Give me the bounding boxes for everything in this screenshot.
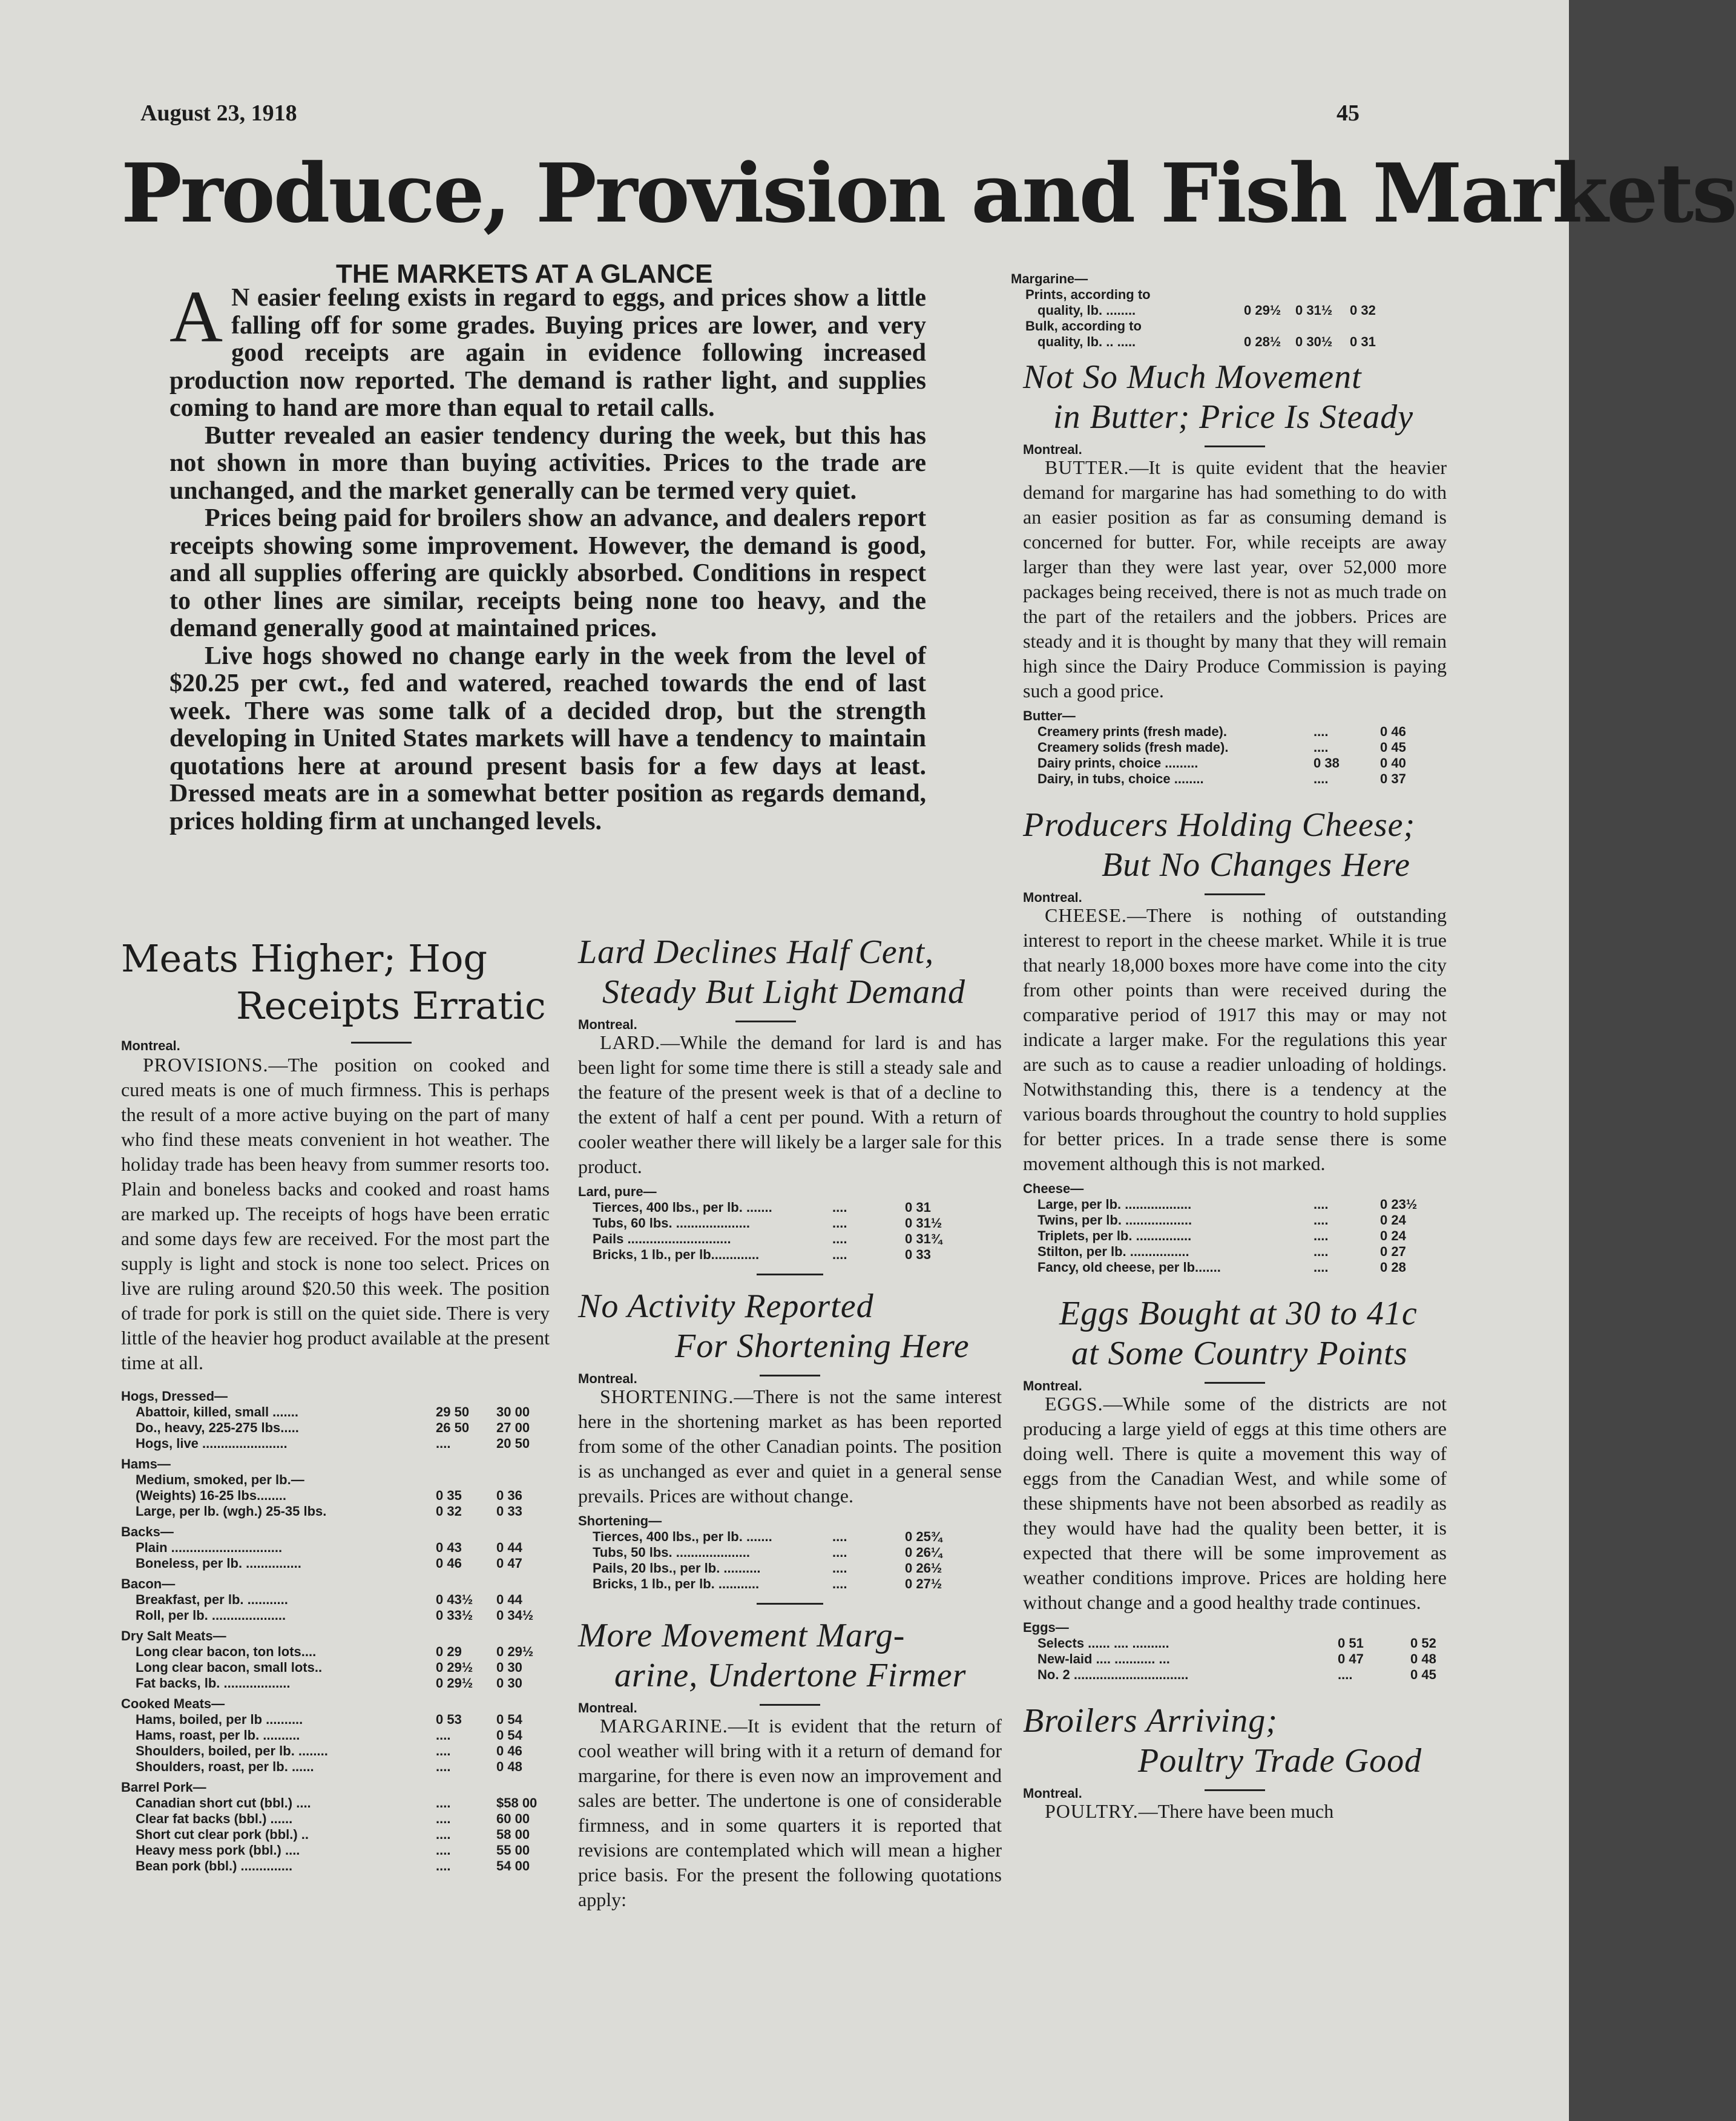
table-group-label: Butter— (1023, 708, 1076, 723)
broilers-headline: Broilers Arriving; Poultry Trade Good (1023, 1702, 1422, 1780)
page-number: 45 (1337, 100, 1360, 126)
price-high: 0 28 (1380, 1260, 1406, 1275)
dateline: Montreal. (121, 1033, 550, 1051)
row-label: Pails ............................ (593, 1231, 731, 1246)
margarine-table-continued (1011, 271, 1447, 350)
table-group (121, 1576, 550, 1623)
table-row (1023, 1197, 1447, 1212)
table-group-label: Cheese— (1023, 1181, 1084, 1196)
table-group-label: Hogs, Dressed— (121, 1389, 228, 1404)
price-high: 30 00 (496, 1404, 530, 1419)
table-row (121, 1811, 550, 1827)
price-low: .... (832, 1545, 847, 1560)
drop-cap: A (169, 276, 223, 358)
row-label: Triplets, per lb. ............... (1037, 1228, 1192, 1243)
eggs-headline: Eggs Bought at 30 to 41c at Some Country Points (1059, 1295, 1418, 1372)
table-group (578, 1184, 1002, 1263)
price-high: 0 54 (496, 1712, 522, 1727)
row-label: Hams, boiled, per lb .......... (136, 1712, 303, 1727)
table-row (121, 1488, 550, 1504)
price-low: .... (832, 1247, 847, 1262)
meats-article (121, 935, 550, 1874)
price-high: 0 31¾ (905, 1231, 942, 1246)
row-label: Creamery prints (fresh made). (1037, 724, 1227, 739)
price-table (1023, 1620, 1447, 1683)
table-group (121, 1696, 550, 1775)
price-low: .... (1314, 1197, 1329, 1212)
row-label: Pails, 20 lbs., per lb. .......... (593, 1560, 761, 1576)
row-label: Hams, roast, per lb. .......... (136, 1728, 300, 1743)
row-label: Dairy prints, choice ......... (1037, 755, 1198, 771)
row-label: quality, lb. .. ..... (1037, 334, 1136, 349)
table-row (121, 1728, 550, 1743)
page-title: Produce, Provision and Fish Markets (121, 145, 1736, 241)
article-body: EGGS.—While some of the districts are not producing a large yield of eggs at this time others are doing well. There is quite a movement this way of eggs from the Canadian West, and while some of these shipments have not been absorbed as readily as they would have had the quality been better, it is expected that there will be some improvement as weather conditions improve. Prices are holding here without change and a good healthy trade continues. (1023, 1393, 1447, 1613)
price-low: 0 29½ (436, 1660, 473, 1675)
price-low: 0 43½ (436, 1592, 473, 1607)
price-high: 0 46 (496, 1743, 522, 1758)
table-row (121, 1472, 550, 1488)
price-high: 0 34½ (496, 1608, 534, 1623)
price-low: 0 32 (436, 1504, 462, 1519)
table-group-label: Hams— (121, 1456, 171, 1472)
butter-headline: Not So Much Movement in Butter; Price Is Steady (1023, 358, 1414, 436)
price-high: $58 00 (496, 1795, 538, 1810)
cheese-headline: Producers Holding Cheese; But No Changes Here (1023, 806, 1416, 884)
price-low: 0 38 (1314, 755, 1340, 771)
table-row (1011, 334, 1447, 350)
price-low: .... (1314, 771, 1329, 786)
price-low: 0 46 (436, 1556, 462, 1571)
table-row (578, 1200, 1002, 1215)
price-value: 0 28½ (1244, 334, 1281, 349)
price-high: 0 37 (1380, 771, 1406, 786)
table-group-label: Shortening— (578, 1513, 662, 1528)
row-label: Bulk, according to (1025, 318, 1142, 334)
table-row (1011, 287, 1447, 303)
table-row (578, 1560, 1002, 1576)
price-high: 0 30 (496, 1675, 522, 1691)
price-high: 20 50 (496, 1436, 530, 1451)
table-row (121, 1660, 550, 1675)
table-row (578, 1231, 1002, 1247)
row-label: Canadian short cut (bbl.) .... (136, 1795, 311, 1810)
table-group-label: Dry Salt Meats— (121, 1628, 226, 1643)
price-high: 27 00 (496, 1420, 530, 1435)
price-low: 29 50 (436, 1404, 470, 1419)
row-label: Do., heavy, 225-275 lbs..... (136, 1420, 299, 1435)
margarine-headline: More Movement Marg- arine, Undertone Firmer (578, 1617, 967, 1694)
price-high: 0 52 (1410, 1636, 1436, 1651)
price-high: 0 27½ (905, 1576, 942, 1591)
price-high: 0 26¼ (905, 1545, 942, 1560)
price-low: 26 50 (436, 1420, 470, 1435)
price-low: .... (436, 1843, 451, 1858)
price-high: 0 45 (1380, 740, 1406, 755)
price-high: 0 48 (496, 1759, 522, 1774)
row-label: Long clear bacon, ton lots.... (136, 1644, 317, 1659)
price-value: 0 29½ (1244, 303, 1281, 318)
price-high: 58 00 (496, 1827, 530, 1842)
row-label: Selects ...... .... .......... (1037, 1636, 1169, 1651)
glance-heading: THE MARKETS AT A GLANCE (336, 259, 713, 289)
row-label: Dairy, in tubs, choice ........ (1037, 771, 1204, 786)
table-row (121, 1843, 550, 1858)
table-row (121, 1420, 550, 1436)
table-row (1023, 1244, 1447, 1260)
row-label: Fancy, old cheese, per lb....... (1037, 1260, 1221, 1275)
table-row (121, 1675, 550, 1691)
price-low: .... (832, 1231, 847, 1246)
price-value: 0 32 (1350, 303, 1376, 318)
price-value: 0 30½ (1295, 334, 1333, 349)
price-high: 60 00 (496, 1811, 530, 1826)
row-label: Shoulders, roast, per lb. ...... (136, 1759, 314, 1774)
meats-headline: Meats Higher; Hog Receipts Erratic (121, 936, 546, 1028)
table-row (1023, 1651, 1447, 1667)
dateline: Montreal. (1023, 1373, 1447, 1392)
price-high: 0 23½ (1380, 1197, 1418, 1212)
table-row (1023, 755, 1447, 771)
price-low: .... (436, 1827, 451, 1842)
row-label: quality, lb. ........ (1037, 303, 1136, 318)
price-low: .... (1314, 1260, 1329, 1275)
row-label: Roll, per lb. .................... (136, 1608, 286, 1623)
dateline: Montreal. (1023, 1781, 1447, 1799)
table-row (121, 1540, 550, 1556)
table-group (1023, 708, 1447, 787)
price-high: 0 33 (905, 1247, 931, 1262)
price-table (578, 1184, 1002, 1263)
price-low: 0 51 (1338, 1636, 1364, 1651)
price-low: 0 47 (1338, 1651, 1364, 1666)
table-row (1023, 1667, 1447, 1683)
price-high: 0 25¾ (905, 1529, 942, 1544)
row-label: Plain .............................. (136, 1540, 283, 1555)
table-row (578, 1545, 1002, 1560)
price-low: .... (1314, 1244, 1329, 1259)
row-label: Bricks, 1 lb., per lb............. (593, 1247, 760, 1262)
table-row (578, 1529, 1002, 1545)
dateline: Montreal. (1023, 437, 1447, 455)
table-row (1023, 1636, 1447, 1651)
table-group-label: Bacon— (121, 1576, 176, 1591)
row-label: Large, per lb. .................. (1037, 1197, 1192, 1212)
table-group (121, 1456, 550, 1519)
price-high: 0 46 (1380, 724, 1406, 739)
price-high: 0 26½ (905, 1560, 942, 1576)
glance-summary (169, 276, 926, 835)
row-label: Clear fat backs (bbl.) ...... (136, 1811, 293, 1826)
table-row (121, 1608, 550, 1623)
table-row (1011, 303, 1447, 318)
price-high: 0 27 (1380, 1244, 1406, 1259)
table-group-label: Backs— (121, 1524, 174, 1539)
row-label: Shoulders, boiled, per lb. ........ (136, 1743, 328, 1758)
divider (757, 1603, 823, 1605)
table-row (578, 1247, 1002, 1263)
price-low: .... (1314, 1212, 1329, 1228)
table-row (121, 1827, 550, 1843)
price-table (1023, 708, 1447, 787)
dateline: Montreal. (1023, 885, 1447, 903)
row-label: Bricks, 1 lb., per lb. ........... (593, 1576, 760, 1591)
table-row (121, 1759, 550, 1775)
table-row (1023, 771, 1447, 787)
price-low: .... (436, 1759, 451, 1774)
price-low: .... (1338, 1667, 1353, 1682)
table-row (121, 1436, 550, 1452)
row-label: Large, per lb. (wgh.) 25-35 lbs. (136, 1504, 327, 1519)
table-group-label: Cooked Meats— (121, 1696, 225, 1711)
price-high: 0 40 (1380, 755, 1406, 771)
table-group (1023, 1620, 1447, 1683)
divider (757, 1274, 823, 1275)
middle-column (578, 932, 1002, 1912)
price-low: 0 29 (436, 1644, 462, 1659)
article-body: BUTTER.—It is quite evident that the heavier demand for margarine has had something to do with an easier position as far as consuming demand is concerned for butter. For, while receipts are away larger than they were last year, over 52,000 more packages being received, there is not as much trade on the part of the retailers and the jobbers. Prices are steady and it is thought by many that they will remain high since the Dairy Produce Commission is paying such a good price. (1023, 456, 1447, 702)
table-group (121, 1628, 550, 1691)
table-row (1023, 740, 1447, 755)
glance-paragraph: N easier feelıng exists in regard to eggs, and prices show a little falling off for some grades. Buying prices are lower, and very good receipts are again in evidence following increased production now reported. The demand is rather light, and supplies coming to hand are more than equal to retail calls. (169, 284, 926, 422)
issue-date: August 23, 1918 (140, 100, 297, 126)
row-label: New-laid .... ........... ... (1037, 1651, 1170, 1666)
price-low: 0 43 (436, 1540, 462, 1555)
price-low: .... (436, 1436, 451, 1451)
row-label: Hogs, live ....................... (136, 1436, 288, 1451)
table-group (121, 1524, 550, 1571)
price-table (578, 1513, 1002, 1592)
price-high: 0 33 (496, 1504, 522, 1519)
price-high: 0 44 (496, 1540, 522, 1555)
row-label: Tubs, 50 lbs. .................... (593, 1545, 750, 1560)
price-value: 0 31 (1350, 334, 1376, 349)
dateline: Montreal. (578, 1366, 1002, 1384)
price-low: .... (1314, 740, 1329, 755)
article-body: MARGARINE.—It is evident that the return of cool weather will bring with it a return of demand for margarine, for there is even now an improvement and sales are better. The undertone is one of considerable firmness, and in some quarters it is reported that revisions are contemplated which will mean a higher price basis. For the present the following quotations apply: (578, 1715, 1002, 1910)
table-row (1011, 318, 1447, 334)
row-label: No. 2 ............................... (1037, 1667, 1189, 1682)
row-label: Stilton, per lb. ................ (1037, 1244, 1189, 1259)
price-high: 0 31½ (905, 1215, 942, 1231)
table-group-label: Margarine— (1011, 271, 1088, 286)
row-label: Breakfast, per lb. ........... (136, 1592, 288, 1607)
price-table (1023, 1181, 1447, 1275)
table-row (121, 1858, 550, 1874)
table-group (121, 1780, 550, 1874)
article-body: CHEESE.—There is nothing of outstanding interest to report in the cheese market. While it is true that nearly 18,000 boxes more have come into the city from other points than were received during the comparative period of 1917 this may or may not indicate a larger make. For the regulations this year are such as to cause a readier unloading of holdings. Notwithstanding this, there is a tendency at the various boards throughout the country to hold supplies for better prices. In a trade sense there is some movement although this is not marked. (1023, 904, 1447, 1174)
row-label: Tierces, 400 lbs., per lb. ....... (593, 1529, 772, 1544)
price-low: .... (832, 1200, 847, 1215)
price-low: .... (1314, 724, 1329, 739)
row-label: Long clear bacon, small lots.. (136, 1660, 323, 1675)
price-high: 0 30 (496, 1660, 522, 1675)
table-row (1023, 724, 1447, 740)
price-low: .... (1314, 1228, 1329, 1243)
table-group (121, 1389, 550, 1452)
price-low: .... (436, 1743, 451, 1758)
price-high: 0 36 (496, 1488, 522, 1503)
table-row (578, 1215, 1002, 1231)
price-low: 0 33½ (436, 1608, 473, 1623)
price-low: .... (832, 1215, 847, 1231)
price-low: .... (832, 1529, 847, 1544)
table-row (1023, 1260, 1447, 1275)
price-low: 0 53 (436, 1712, 462, 1727)
table-group-label: Lard, pure— (578, 1184, 657, 1199)
price-high: 55 00 (496, 1843, 530, 1858)
table-row (121, 1743, 550, 1759)
article-body: LARD.—While the demand for lard is and has been light for some time there is still a steady sale and the feature of the present week is that of a decline to the extent of half a cent per pound. With a return of cooler weather there will likely be a larger sale for this product. (578, 1031, 1002, 1177)
table-row (121, 1644, 550, 1660)
glance-paragraph: Butter revealed an easier tendency during the week, but this has not shown in more than buying activities. Prices to the trade are unchanged, and the market generally can be termed very quiet. (169, 421, 926, 505)
dateline: Montreal. (578, 1695, 1002, 1714)
shortening-headline: No Activity Reported For Shortening Here (578, 1287, 970, 1365)
table-group-label: Eggs— (1023, 1620, 1069, 1635)
price-low: 0 29½ (436, 1675, 473, 1691)
row-label: Tubs, 60 lbs. .................... (593, 1215, 750, 1231)
table-group (578, 1513, 1002, 1592)
article-body: PROVISIONS.—The position on cooked and cured meats is one of much firmness. This is perhaps the result of a more active buying on the part of many who find these meats convenient in hot weather. The holiday trade has been heavy from summer resorts too. Plain and boneless backs and cooked and roast hams are marked up. The receipts of hogs have been erratic and some days few are received. For the most part the supply is light and stock is none too select. Prices on live are ruling around $20.50 this week. The position of trade for pork is still on the quiet side. There is very little of the heavier hog product available at the present time at all. (121, 1054, 550, 1373)
price-high: 0 47 (496, 1556, 522, 1571)
row-label: Tierces, 400 lbs., per lb. ....... (593, 1200, 772, 1215)
dateline: Montreal. (578, 1012, 1002, 1030)
table-row (121, 1592, 550, 1608)
lard-headline: Lard Declines Half Cent, Steady But Light Demand (578, 933, 966, 1011)
price-low: 0 35 (436, 1488, 462, 1503)
right-column (1023, 357, 1447, 1824)
price-low: .... (436, 1858, 451, 1873)
row-label: Bean pork (bbl.) .............. (136, 1858, 293, 1873)
row-label: Twins, per lb. .................. (1037, 1212, 1192, 1228)
price-table (121, 1389, 550, 1874)
table-group-label: Barrel Pork— (121, 1780, 206, 1795)
table-row (121, 1404, 550, 1420)
table-row (578, 1576, 1002, 1592)
table-row (1023, 1212, 1447, 1228)
row-label: Heavy mess pork (bbl.) .... (136, 1843, 300, 1858)
price-low: .... (436, 1728, 451, 1743)
price-high: 0 31 (905, 1200, 931, 1215)
row-label: Prints, according to (1025, 287, 1151, 302)
table-row (121, 1504, 550, 1519)
price-high: 0 54 (496, 1728, 522, 1743)
price-high: 0 29½ (496, 1644, 534, 1659)
row-label: Creamery solids (fresh made). (1037, 740, 1229, 755)
price-high: 0 24 (1380, 1212, 1406, 1228)
row-label: (Weights) 16-25 lbs........ (136, 1488, 286, 1503)
row-label: Boneless, per lb. ............... (136, 1556, 301, 1571)
price-low: .... (436, 1811, 451, 1826)
table-row (121, 1712, 550, 1728)
glance-paragraph: Prices being paid for broilers show an advance, and dealers report receipts showing some improvement. However, the demand is good, and all supplies offering are quickly absorbed. Conditions in respect to other lines are similar, receipts being none too heavy, and the demand generally good at maintained prices. (169, 504, 926, 642)
price-high: 54 00 (496, 1858, 530, 1873)
table-group (1023, 1181, 1447, 1275)
glance-paragraph: Live hogs showed no change early in the week from the level of $20.25 per cwt., fed and watered, reached towards the end of last week. There was some talk of a decided drop, but the strength developing in United States markets will have a tendency to maintain quotations here at around present basis for a few days at least. Dressed meats are in a somewhat better position as regards demand, prices holding firm at unchanged levels. (169, 642, 926, 835)
table-row (1023, 1228, 1447, 1244)
price-low: .... (832, 1576, 847, 1591)
price-high: 0 24 (1380, 1228, 1406, 1243)
row-label: Fat backs, lb. .................. (136, 1675, 291, 1691)
article-body: POULTRY.—There have been much (1045, 1800, 1334, 1822)
price-high: 0 44 (496, 1592, 522, 1607)
price-low: .... (436, 1795, 451, 1810)
price-value: 0 31½ (1295, 303, 1333, 318)
price-low: .... (832, 1560, 847, 1576)
table-row (121, 1795, 550, 1811)
row-label: Abattoir, killed, small ....... (136, 1404, 298, 1419)
row-label: Medium, smoked, per lb.— (136, 1472, 304, 1487)
row-label: Short cut clear pork (bbl.) .. (136, 1827, 309, 1842)
price-high: 0 48 (1410, 1651, 1436, 1666)
price-high: 0 45 (1410, 1667, 1436, 1682)
table-row (121, 1556, 550, 1571)
article-body: SHORTENING.—There is not the same interest here in the shortening market as has been reported from some of the other Canadian points. The position is as unchanged as ever and quiet in a general sense prevails. Prices are without change. (578, 1386, 1002, 1507)
